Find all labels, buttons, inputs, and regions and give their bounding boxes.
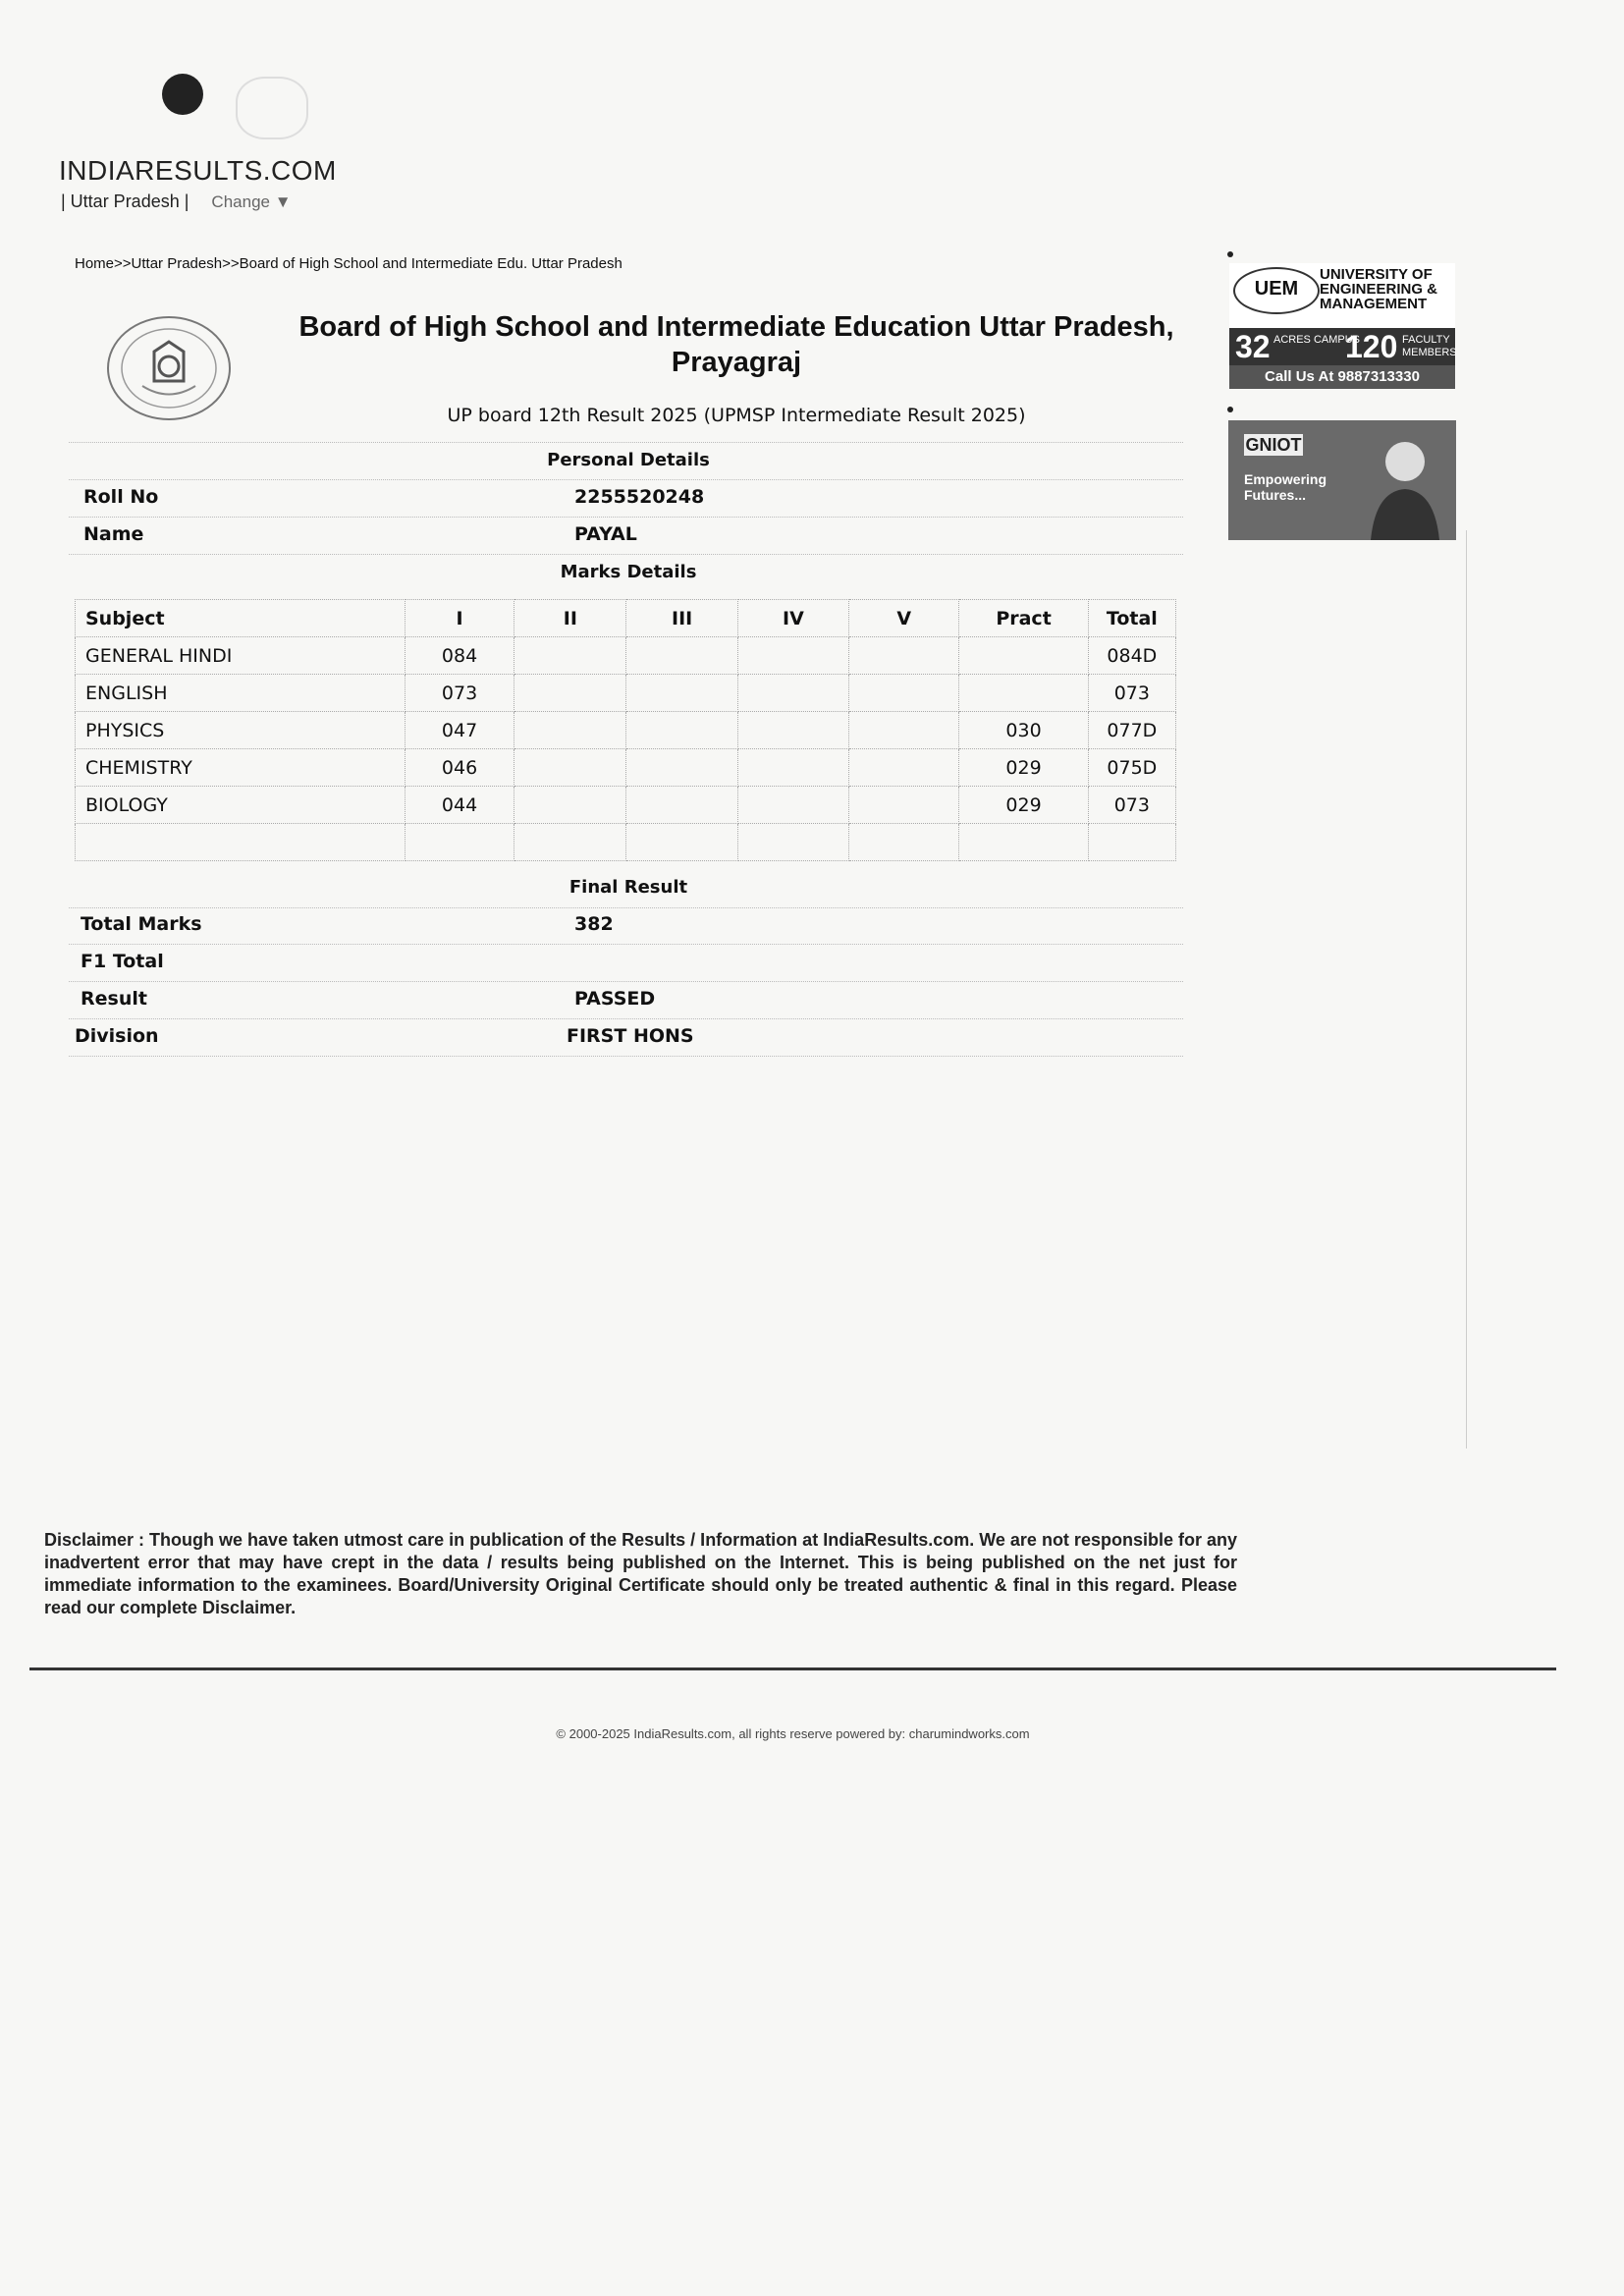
site-logo-icon[interactable]	[162, 74, 203, 115]
name-label: Name	[83, 523, 144, 545]
marks-cell: 077D	[1088, 712, 1175, 749]
divider	[69, 554, 1183, 555]
marks-cell: 044	[405, 787, 514, 824]
column-header: Subject	[76, 600, 406, 637]
marks-cell	[626, 637, 737, 675]
column-header: IV	[737, 600, 848, 637]
final-result-heading: Final Result	[568, 877, 688, 898]
marks-cell: 047	[405, 712, 514, 749]
marks-cell	[849, 787, 959, 824]
marks-cell: 084D	[1088, 637, 1175, 675]
breadcrumb[interactable]: Home>>Uttar Pradesh>>Board of High School and Intermediate Edu. Uttar Pradesh	[75, 255, 623, 272]
table-header-row	[76, 600, 1176, 637]
acres-number: 32	[1235, 329, 1271, 364]
uem-name: UNIVERSITY OF ENGINEERING & MANAGEMENT	[1320, 266, 1438, 312]
marks-cell	[849, 675, 959, 712]
divider	[69, 517, 1183, 518]
board-seal-icon	[103, 312, 236, 425]
marks-cell	[849, 637, 959, 675]
roll-no-label: Roll No	[83, 486, 159, 508]
column-header: III	[626, 600, 737, 637]
subject-cell: ENGLISH	[76, 675, 406, 712]
subject-cell: GENERAL HINDI	[76, 637, 406, 675]
subject-cell: PHYSICS	[76, 712, 406, 749]
current-state: | Uttar Pradesh |	[61, 191, 189, 211]
marks-cell: 030	[959, 712, 1088, 749]
board-title: Board of High School and Intermediate Education Uttar Pradesh, Prayagraj	[298, 311, 1174, 378]
uem-badge: UEM	[1233, 267, 1320, 314]
state-selector	[61, 191, 292, 212]
marks-table	[75, 599, 1176, 861]
marks-cell: 029	[959, 787, 1088, 824]
gniot-advertisement[interactable]	[1228, 420, 1456, 540]
marks-cell	[737, 712, 848, 749]
marks-cell: 029	[959, 749, 1088, 787]
divider	[69, 1018, 1183, 1019]
marks-cell	[959, 675, 1088, 712]
division-label: Division	[75, 1025, 159, 1047]
marks-cell	[405, 824, 514, 861]
table-row	[76, 637, 1176, 675]
table-row	[76, 824, 1176, 861]
faculty-label: FACULTY MEMBERS	[1402, 334, 1457, 358]
bullet-icon	[1227, 407, 1233, 412]
divider	[69, 907, 1183, 908]
column-header: II	[514, 600, 626, 637]
subject-cell	[76, 824, 406, 861]
marks-cell	[737, 749, 848, 787]
marks-details-heading: Marks Details	[560, 562, 697, 582]
marks-cell	[626, 787, 737, 824]
marks-cell	[849, 712, 959, 749]
marks-cell	[514, 824, 626, 861]
marks-cell	[1088, 824, 1175, 861]
marks-cell	[737, 787, 848, 824]
subject-cell: CHEMISTRY	[76, 749, 406, 787]
marks-cell: 073	[1088, 675, 1175, 712]
result-subtitle: UP board 12th Result 2025 (UPMSP Intermediate Result 2025)	[447, 405, 1026, 426]
person-photo-icon	[1366, 432, 1444, 540]
marks-cell	[959, 637, 1088, 675]
result-value: PASSED	[574, 988, 656, 1010]
uem-call: Call Us At 9887313330	[1229, 365, 1455, 389]
table-row	[76, 675, 1176, 712]
marks-cell: 073	[405, 675, 514, 712]
footer-divider	[29, 1667, 1556, 1670]
divider	[69, 944, 1183, 945]
marks-cell	[737, 637, 848, 675]
divider	[69, 981, 1183, 982]
table-row	[76, 787, 1176, 824]
divider	[69, 479, 1183, 480]
divider	[69, 442, 1183, 443]
divider	[69, 1056, 1183, 1057]
sidebar-divider	[1466, 530, 1467, 1449]
column-header: I	[405, 600, 514, 637]
marks-cell: 084	[405, 637, 514, 675]
site-logo-text[interactable]: INDIARESULTS.COM	[59, 155, 337, 186]
marks-cell	[626, 749, 737, 787]
total-marks-label: Total Marks	[81, 913, 202, 935]
column-header: V	[849, 600, 959, 637]
marks-cell: 046	[405, 749, 514, 787]
marks-cell	[514, 712, 626, 749]
uem-stats	[1229, 328, 1455, 365]
marks-cell	[737, 675, 848, 712]
disclaimer-text: Disclaimer : Though we have taken utmost care in publication of the Results / Information at IndiaResults.com. We are not responsible for any inadvertent error that may have crept in the data / results being published on the Internet. This is being published on the net just for immediate information to the examinees. Board/University Original Certificate should only be treated authentic & final in this regard. Please read our complete Disclaimer.	[44, 1530, 1237, 1617]
table-row	[76, 712, 1176, 749]
marks-cell	[626, 824, 737, 861]
marks-cell	[849, 824, 959, 861]
result-label: Result	[81, 988, 147, 1010]
roll-no-value: 2255520248	[574, 486, 705, 508]
marks-cell: 075D	[1088, 749, 1175, 787]
marks-cell	[514, 675, 626, 712]
bullet-icon	[1227, 251, 1233, 257]
marks-cell	[737, 824, 848, 861]
change-state-link[interactable]: Change ▼	[211, 192, 292, 211]
marks-cell	[959, 824, 1088, 861]
column-header: Total	[1088, 600, 1175, 637]
subject-cell: BIOLOGY	[76, 787, 406, 824]
logo-decoration-icon	[236, 77, 308, 139]
marks-cell	[514, 637, 626, 675]
marks-cell	[849, 749, 959, 787]
f1-total-label: F1 Total	[81, 951, 164, 972]
name-value: PAYAL	[574, 523, 637, 545]
table-row	[76, 749, 1176, 787]
division-value: FIRST HONS	[567, 1025, 694, 1047]
total-marks-value: 382	[574, 913, 614, 935]
marks-cell	[626, 712, 737, 749]
marks-cell	[514, 787, 626, 824]
column-header: Pract	[959, 600, 1088, 637]
uem-advertisement[interactable]	[1229, 263, 1455, 389]
gniot-logo: GNIOT	[1245, 435, 1302, 455]
personal-details-heading: Personal Details	[547, 450, 710, 470]
gniot-tagline: Empowering Futures...	[1244, 471, 1327, 503]
marks-cell	[514, 749, 626, 787]
marks-cell	[626, 675, 737, 712]
marks-cell: 073	[1088, 787, 1175, 824]
faculty-number: 120	[1345, 329, 1398, 364]
acres-label: ACRES CAMPUS	[1273, 334, 1361, 346]
copyright-text: © 2000-2025 IndiaResults.com, all rights reserve powered by: charumindworks.com	[556, 1726, 1030, 1741]
